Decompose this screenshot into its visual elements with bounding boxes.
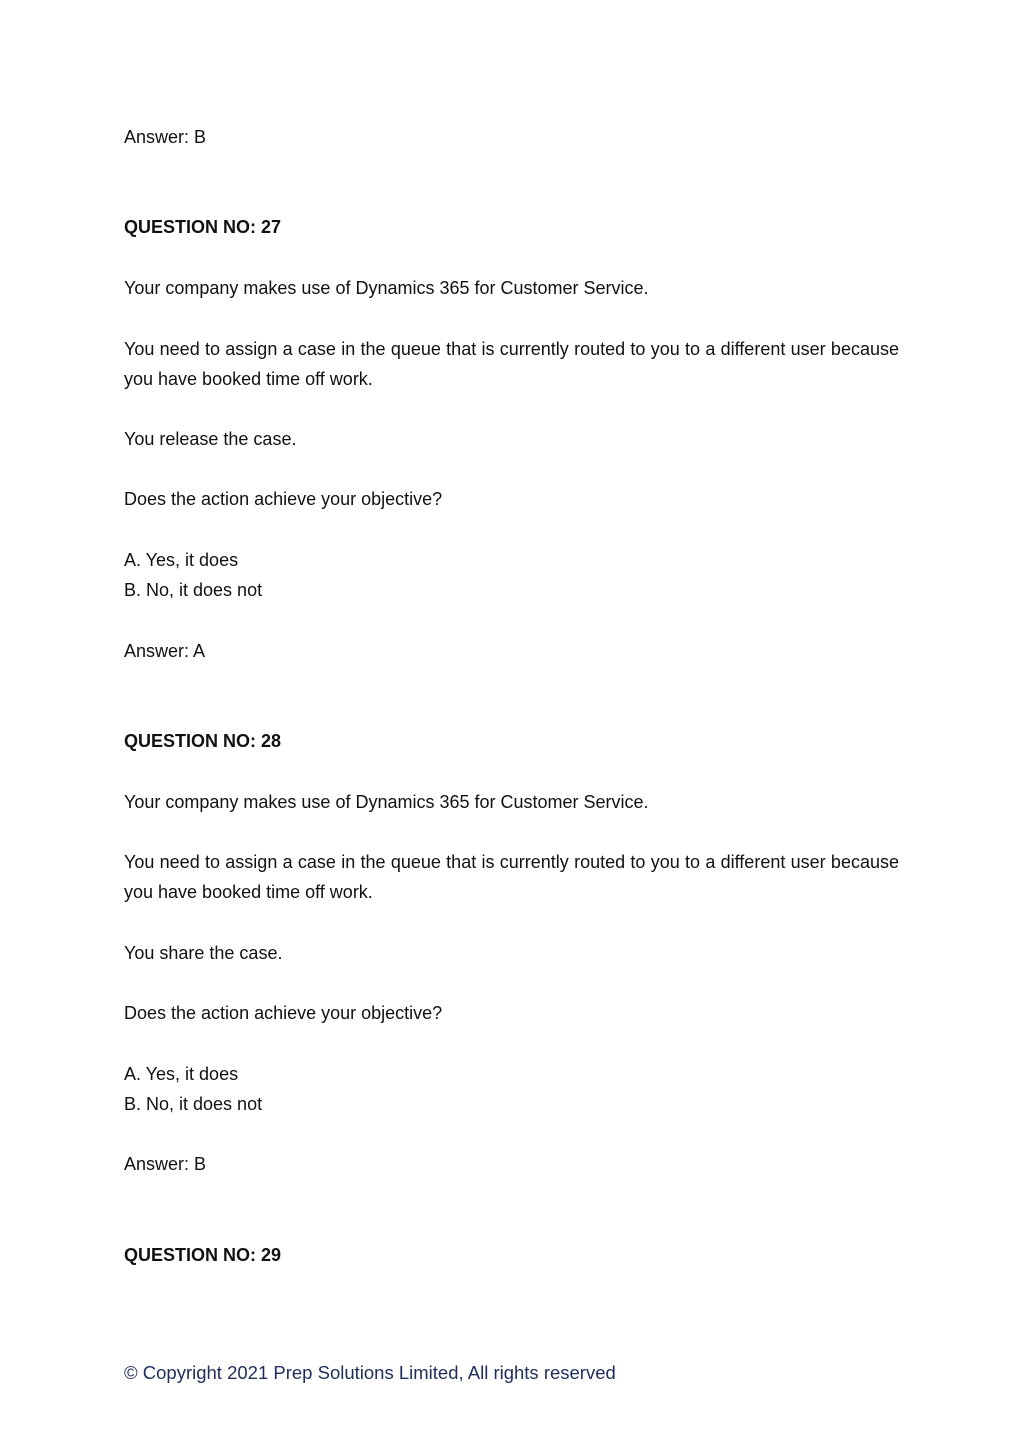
copyright-footer: © Copyright 2021 Prep Solutions Limited, All rights reserved — [124, 1362, 616, 1383]
question-action-28: You share the case. — [124, 943, 283, 963]
question-prompt-28: Does the action achieve your objective? — [124, 1003, 443, 1023]
question-action-27: You release the case. — [124, 429, 297, 449]
answer-line-27: Answer: A — [124, 641, 206, 661]
option-a-28: A. Yes, it does — [124, 1064, 239, 1084]
option-b-28: B. No, it does not — [124, 1094, 263, 1114]
question-context-28: Your company makes use of Dynamics 365 for Customer Service. — [124, 792, 649, 812]
option-b-27: B. No, it does not — [124, 580, 263, 600]
question-requirement-28: You need to assign a case in the queue that is currently routed to you to a different user because you have booked time off work. — [124, 852, 899, 902]
answer-line-28: Answer: B — [124, 1154, 207, 1174]
question-requirement-27: You need to assign a case in the queue that is currently routed to you to a different user because you have booked time off work. — [124, 339, 899, 389]
question-context-27: Your company makes use of Dynamics 365 for Customer Service. — [124, 278, 649, 298]
answer-line: Answer: B — [124, 127, 207, 147]
question-prompt-27: Does the action achieve your objective? — [124, 489, 443, 509]
option-a-27: A. Yes, it does — [124, 550, 239, 570]
question-heading-27: QUESTION NO: 27 — [124, 217, 282, 237]
question-heading-28: QUESTION NO: 28 — [124, 731, 282, 751]
question-heading-29: QUESTION NO: 29 — [124, 1245, 282, 1265]
